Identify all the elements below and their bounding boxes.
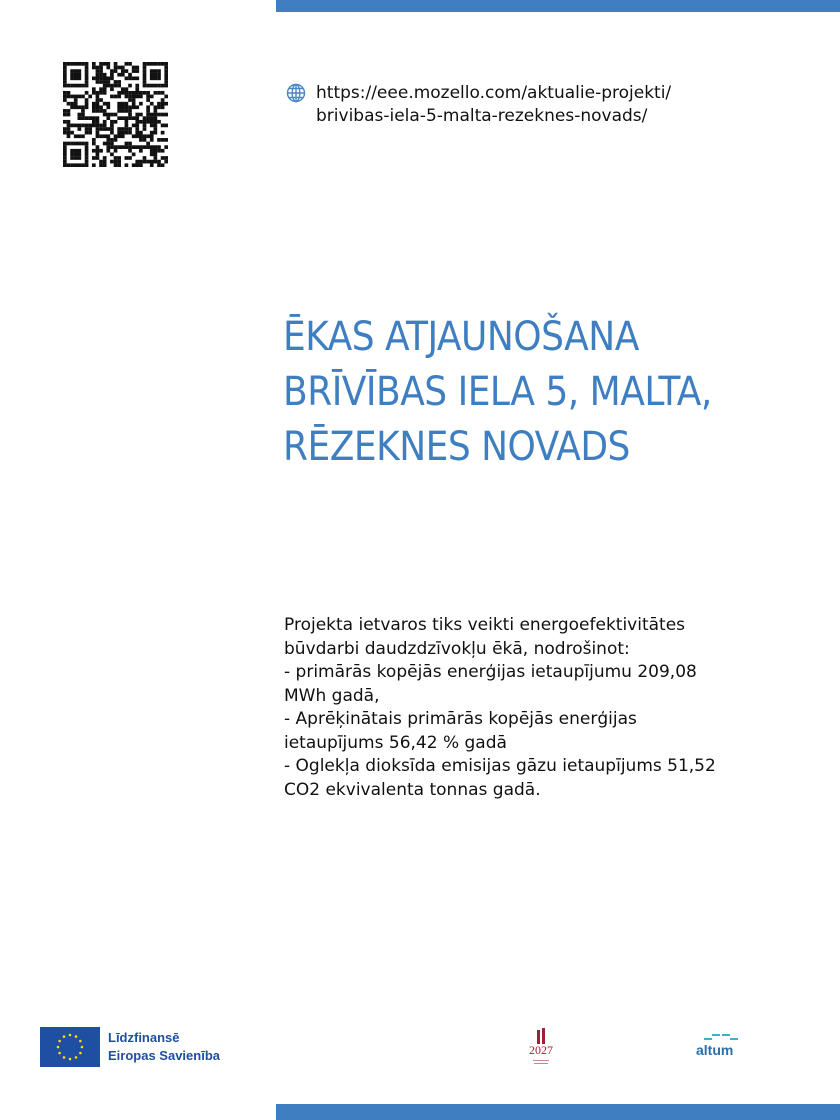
eu-cofinanced-logo — [40, 1027, 220, 1067]
eu-line-2: Eiropas Savienība — [108, 1048, 220, 1063]
title-line-2: BRĪVĪBAS IELA 5, MALTA, — [283, 369, 712, 415]
top-accent-bar — [276, 0, 840, 12]
url-line-2[interactable]: brivibas-iela-5-malta-rezeknes-novads/ — [316, 106, 648, 126]
description-line: ietaupījums 56,42 % gadā — [284, 732, 507, 753]
eu-flag-icon — [40, 1027, 100, 1067]
description-line: Projekta ietvaros tiks veikti energoefektivitātes — [284, 615, 686, 635]
bottom-accent-bar — [276, 1104, 840, 1120]
altum-logo-text: altum — [696, 1042, 734, 1058]
page-title — [283, 310, 712, 475]
national-plan-2027-logo — [524, 1028, 558, 1068]
project-description — [284, 614, 804, 802]
description-line: MWh gadā, — [284, 685, 380, 706]
description-line: - Oglekļa dioksīda emisijas gāzu ietaupījums 51,52 — [284, 756, 716, 776]
description-line: CO2 ekvivalenta tonnas gadā. — [284, 779, 541, 800]
description-line: būvdarbi daudzdzīvokļu ēkā, nodrošinot: — [284, 638, 630, 659]
url-line-1[interactable]: https://eee.mozello.com/aktualie-projekti/ — [316, 83, 672, 103]
description-line: - Aprēķinātais primārās kopējās enerģijas — [284, 709, 637, 729]
eu-line-1: Līdzfinansē — [108, 1030, 180, 1045]
qr-code[interactable] — [63, 62, 168, 167]
description-line: - primārās kopējās enerģijas ietaupījumu 209,08 — [284, 662, 697, 682]
globe-icon — [286, 83, 306, 103]
np-logo-year: 2027 — [529, 1043, 553, 1057]
altum-logo — [696, 1034, 740, 1058]
project-link[interactable] — [286, 82, 671, 128]
altum-logo-mark-icon — [700, 1034, 740, 1042]
title-line-1: ĒKAS ATJAUNOŠANA — [283, 314, 639, 360]
title-line-3: RĒZEKNES NOVADS — [283, 424, 630, 470]
